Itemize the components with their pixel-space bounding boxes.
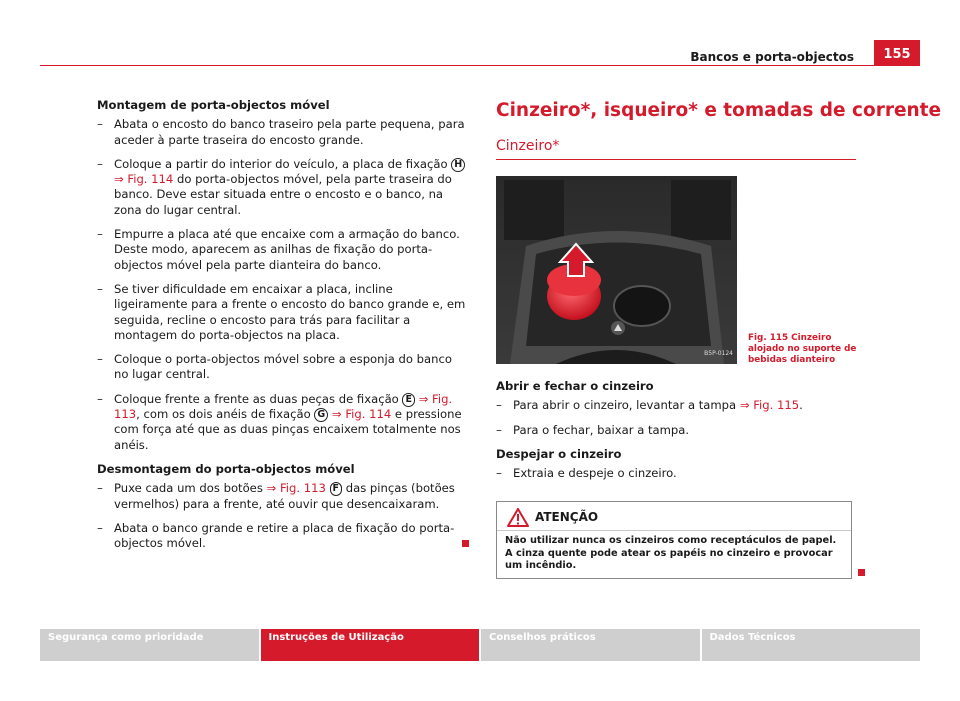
dash-marker: – (496, 466, 502, 481)
open-close-heading: Abrir e fechar o cinzeiro (496, 379, 654, 393)
step-item (97, 117, 469, 148)
footer-tab-seguranca[interactable]: Segurança como prioridade (40, 629, 259, 661)
step-text: Para o fechar, baixar a tampa. (513, 422, 690, 437)
step-item (496, 423, 856, 438)
chapter-title: Bancos e porta-objectos (690, 50, 854, 64)
step-item (496, 466, 856, 481)
dash-marker: – (496, 422, 502, 437)
step-item (97, 157, 469, 218)
callout-badge-g: G (314, 408, 328, 422)
step-item (496, 398, 856, 413)
figure-115 (496, 176, 856, 366)
warning-triangle-icon (507, 508, 529, 527)
dash-marker: – (97, 520, 103, 535)
section-end-marker (462, 540, 469, 547)
callout-badge-h: H (451, 158, 465, 172)
subsection-title: Cinzeiro* (496, 137, 856, 160)
figure-label: Fig. 115 (748, 333, 789, 343)
callout-badge-e: E (402, 393, 415, 407)
dash-marker: – (496, 398, 502, 413)
dash-marker: – (97, 117, 103, 132)
step-item (97, 227, 469, 273)
section-title: Cinzeiro*, isqueiro* e tomadas de corrente (496, 100, 942, 121)
ashtray-photo (496, 176, 737, 364)
fig-113-link[interactable]: ⇒ Fig. 113 (266, 481, 326, 496)
step-text: , com os dois anéis de fixação (136, 407, 311, 422)
warning-text: Não utilizar nunca os cinzeiros como receptáculos de papel. A cinza quente pode atear os papéis no cinzeiro e provocar um incêndio. (505, 535, 837, 572)
mount-heading: Montagem de porta-objectos móvel (97, 98, 330, 112)
step-text: Coloque a partir do interior do veículo, a placa de fixação (114, 156, 448, 171)
dash-marker: – (97, 227, 103, 242)
step-text: Coloque frente a frente as duas peças de fixação (114, 391, 399, 406)
footer-tab-dados[interactable]: Dados Técnicos (702, 629, 921, 661)
dash-marker: – (97, 481, 103, 496)
step-item (97, 521, 469, 552)
fig-115-link[interactable]: ⇒ Fig. 115 (739, 398, 800, 413)
step-item (97, 352, 469, 383)
footer-tab-instrucoes[interactable]: Instruções de Utilização (261, 629, 480, 661)
step-text: e pressione com força até que as duas pinças encaixem totalmente nos anéis. (114, 407, 462, 452)
dismount-heading: Desmontagem do porta-objectos móvel (97, 461, 355, 476)
fig-113-link[interactable]: ⇒ Fig. 113 (114, 391, 453, 422)
right-column (496, 98, 942, 579)
step-text: Abata o encosto do banco traseiro pela parte pequena, para aceder à parte traseira do encosto grande. (114, 117, 465, 147)
footer-nav (40, 629, 920, 661)
step-text: Se tiver dificuldade em encaixar a placa, incline ligeiramente para a frente o encosto do banco grande e, em seguida, recline o encosto para trás para facilitar a montagem do porta-objectos na placa. (114, 281, 466, 342)
step-text: Empurre a placa até que encaixe com a armação do banco. Deste modo, aparecem as anilhas de fixação do porta-objectos móvel pela parte dianteira do banco. (114, 227, 460, 272)
fig-114-link[interactable]: ⇒ Fig. 114 (114, 172, 174, 187)
step-text: Abata o banco grande e retire a placa de fixação do porta-objectos móvel. (114, 520, 455, 551)
empty-heading: Despejar o cinzeiro (496, 446, 622, 461)
callout-badge-f: F (330, 482, 343, 496)
page-header (40, 40, 920, 66)
page-number: 155 (874, 40, 920, 66)
figure-code: B5P-0124 (704, 349, 733, 357)
step-text: Extraia e despeje o cinzeiro. (513, 466, 677, 481)
dash-marker: – (97, 281, 103, 296)
figure-caption-text: Cinzeiro alojado no suporte de bebidas dianteiro (748, 333, 857, 365)
left-column (97, 98, 469, 560)
footer-tab-conselhos[interactable]: Conselhos práticos (481, 629, 700, 661)
section-end-marker (858, 569, 865, 576)
step-item (97, 392, 469, 453)
dash-marker: – (97, 156, 103, 171)
warning-title: ATENÇÃO (535, 510, 599, 525)
step-text: das pinças (botões vermelhos) para a frente, até ouvir que desencaixaram. (114, 481, 455, 511)
warning-header (497, 502, 851, 531)
ashtray-illustration (496, 176, 737, 364)
dash-marker: – (97, 352, 103, 367)
step-text: do porta-objectos móvel, pela parte traseira do banco. Deve estar situada entre o encosto e o banco, na zona do lugar central. (114, 172, 452, 217)
step-item (97, 282, 469, 343)
step-item (97, 481, 469, 512)
fig-114-link[interactable]: ⇒ Fig. 114 (331, 407, 392, 422)
warning-box (496, 501, 852, 578)
step-text: Puxe cada um dos botões (114, 481, 263, 496)
step-text: Para abrir o cinzeiro, levantar a tampa (513, 398, 737, 413)
step-text: . (799, 398, 803, 413)
step-text: Coloque o porta-objectos móvel sobre a esponja do banco no lugar central. (114, 352, 452, 382)
figure-caption (748, 333, 858, 366)
dash-marker: – (97, 391, 103, 406)
